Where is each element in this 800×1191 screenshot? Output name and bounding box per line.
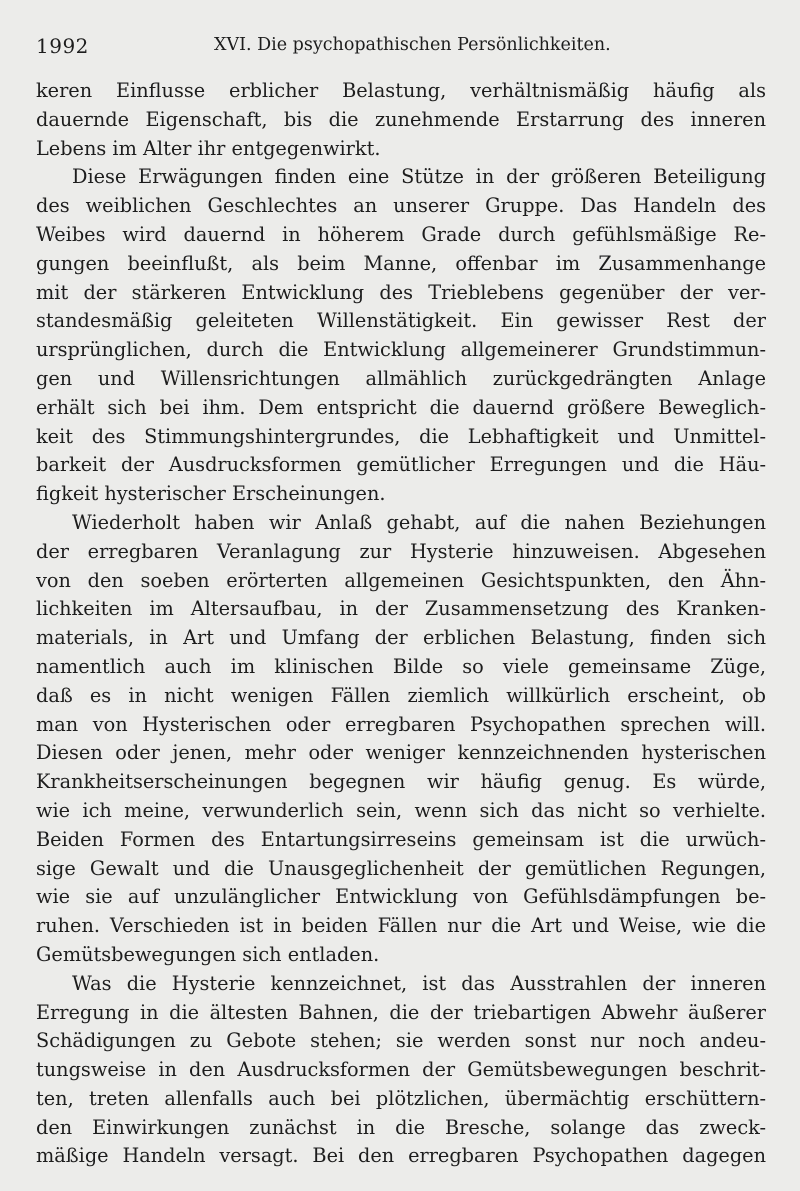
paragraph-start-line: Diese Erwägungen finden eine Stütze in der größeren Beteiligung — [72, 165, 766, 189]
text-line: des weiblichen Geschlechtes an unserer Gruppe. Das Handeln des — [36, 194, 766, 218]
body-text — [36, 77, 766, 1171]
text-line: Schädigungen zu Gebote stehen; sie werden sonst nur noch andeu- — [36, 1029, 766, 1053]
page-number: 1992 — [36, 34, 89, 58]
text-line: man von Hysterischen oder erregbaren Psychopathen sprechen will. — [36, 712, 766, 736]
text-line: wie ich meine, verwunderlich sein, wenn sich das nicht so verhielte. — [36, 798, 766, 822]
text-line: der erregbaren Veranlagung zur Hysterie hinzuweisen. Abgesehen — [36, 539, 766, 563]
text-line: materials, in Art und Umfang der erblichen Belastung, finden sich — [36, 626, 766, 650]
text-line: wie sie auf unzulänglicher Entwicklung von Gefühlsdämpfungen be- — [36, 885, 766, 909]
text-line: mäßige Handeln versagt. Bei den erregbaren Psychopathen dagegen — [36, 1144, 766, 1168]
text-line: erhält sich bei ihm. Dem entspricht die dauernd größere Beweglich- — [36, 395, 766, 419]
text-line: namentlich auch im klinischen Bilde so viele gemeinsame Züge, — [36, 654, 766, 678]
text-line: tungsweise in den Ausdrucksformen der Gemütsbewegungen beschrit- — [36, 1058, 766, 1082]
text-line: barkeit der Ausdrucksformen gemütlicher Erregungen und die Häu- — [36, 453, 766, 477]
text-line: sige Gewalt und die Unausgeglichenheit der gemütlichen Regungen, — [36, 856, 766, 880]
text-line: gungen beeinflußt, als beim Manne, offenbar im Zusammenhange — [36, 251, 766, 275]
running-head: XVI. Die psychopathischen Persönlichkeiten. — [214, 35, 611, 55]
text-line: keren Einflusse erblicher Belastung, verhältnismäßig häufig als — [36, 79, 766, 102]
text-line: ursprünglichen, durch die Entwicklung allgemeinerer Grundstimmun- — [36, 338, 766, 362]
text-line: Erregung in die ältesten Bahnen, die der triebartigen Abwehr äußerer — [36, 1000, 766, 1024]
text-line: ruhen. Verschieden ist in beiden Fällen nur die Art und Weise, wie die — [36, 914, 766, 938]
text-line: von den soeben erörterten allgemeinen Gesichtspunkten, den Ähn- — [36, 568, 766, 592]
text-line: standesmäßig geleiteten Willenstätigkeit. Ein gewisser Rest der — [36, 309, 766, 333]
text-line: den Einwirkungen zunächst in die Bresche, solange das zweck- — [36, 1115, 766, 1139]
text-line: mit der stärkeren Entwicklung des Trieblebens gegenüber der ver- — [36, 280, 766, 304]
text-line: lichkeiten im Altersaufbau, in der Zusammensetzung des Kranken- — [36, 597, 766, 621]
text-line: Gemütsbewegungen sich entladen. — [36, 942, 380, 966]
text-line: Beiden Formen des Entartungsirreseins gemeinsam ist die urwüch- — [36, 827, 766, 851]
text-line: figkeit hysterischer Erscheinungen. — [36, 482, 386, 506]
text-line: gen und Willensrichtungen allmählich zurückgedrängten Anlage — [36, 366, 766, 390]
page-header — [36, 34, 766, 58]
paragraph-start-line: Was die Hysterie kennzeichnet, ist das Ausstrahlen der inneren — [72, 971, 766, 995]
text-line: daß es in nicht wenigen Fällen ziemlich willkürlich erscheint, ob — [36, 683, 766, 707]
text-line: Krankheitserscheinungen begegnen wir häufig genug. Es würde, — [36, 770, 766, 794]
text-line: Lebens im Alter ihr entgegenwirkt. — [36, 136, 381, 160]
text-line: keit des Stimmungshintergrundes, die Lebhaftigkeit und Unmittel- — [36, 424, 766, 448]
text-line: ten, treten allenfalls auch bei plötzlichen, übermächtig erschüttern- — [36, 1086, 766, 1110]
text-line: Diesen oder jenen, mehr oder weniger kennzeichnenden hysterischen — [36, 741, 766, 765]
text-line: dauernde Eigenschaft, bis die zunehmende Erstarrung des inneren — [36, 107, 766, 131]
text-line: Weibes wird dauernd in höherem Grade durch gefühlsmäßige Re- — [36, 222, 766, 246]
paragraph-start-line: Wiederholt haben wir Anlaß gehabt, auf die nahen Beziehungen — [72, 510, 766, 534]
